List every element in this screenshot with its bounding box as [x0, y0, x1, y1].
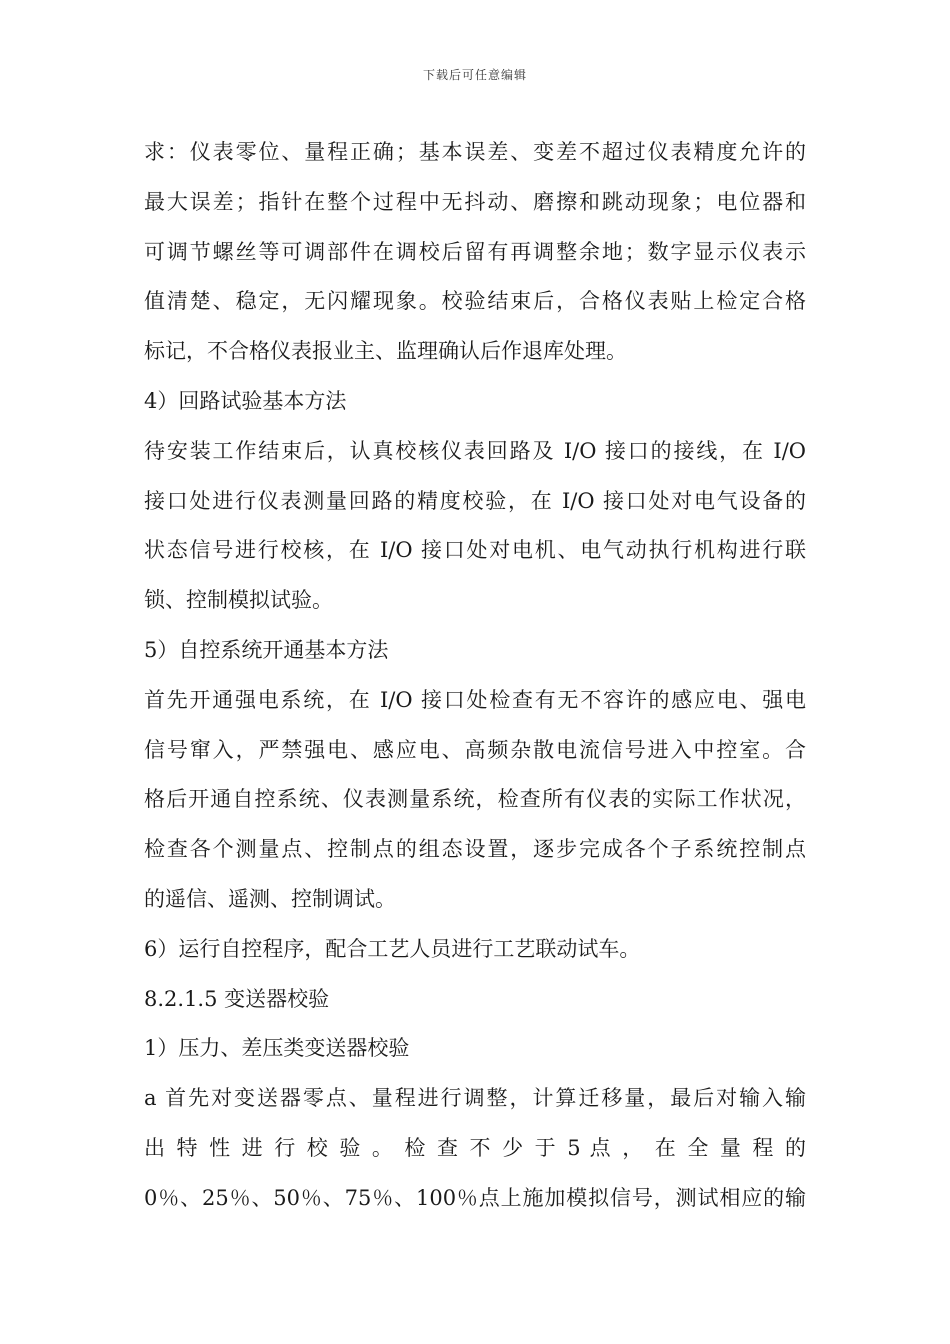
- page-header: 下载后可任意编辑: [422, 68, 527, 82]
- paragraph-line: 接口处进行仪表测量回路的精度校验，在 I/O 接口处对电气设备的: [144, 488, 806, 513]
- paragraph-line: 0％、25％、50％、75％、100％点上施加模拟信号，测试相应的输: [144, 1185, 806, 1210]
- paragraph-line: 最大误差；指针在整个过程中无抖动、磨擦和跳动现象；电位器和: [144, 189, 806, 214]
- paragraph-line: 可调节螺丝等可调部件在调校后留有再调整余地；数字显示仪表示: [144, 239, 806, 264]
- paragraph-line: 锁、控制模拟试验。: [144, 588, 333, 613]
- section-heading: 4）回路试验基本方法: [144, 388, 347, 413]
- paragraph-line: 检查各个测量点、控制点的组态设置，逐步完成各个子系统控制点: [144, 837, 806, 862]
- section-heading: 5）自控系统开通基本方法: [144, 637, 389, 662]
- paragraph-line: 状态信号进行校核，在 I/O 接口处对电机、电气动执行机构进行联: [144, 538, 806, 563]
- paragraph-line: 首先开通强电系统，在 I/O 接口处检查有无不容许的感应电、强电: [144, 687, 806, 712]
- document-body: [144, 128, 806, 1224]
- section-heading: 8.2.1.5 变送器校验: [144, 986, 330, 1011]
- paragraph-line: 的遥信、遥测、控制调试。: [144, 886, 396, 911]
- section-heading: 1）压力、差压类变送器校验: [144, 1036, 410, 1061]
- paragraph-line: 信号窜入，严禁强电、感应电、高频杂散电流信号进入中控室。合: [144, 737, 806, 762]
- paragraph-line: 出 特 性 进 行 校 验 。 检 查 不 少 于 5 点 ， 在 全 量 程 的: [144, 1135, 806, 1160]
- paragraph-line: 求：仪表零位、量程正确；基本误差、变差不超过仪表精度允许的: [144, 140, 806, 164]
- paragraph-line: 待安装工作结束后，认真校核仪表回路及 I/O 接口的接线，在 I/O: [144, 438, 806, 463]
- section-heading: 6）运行自控程序，配合工艺人员进行工艺联动试车。: [144, 936, 641, 961]
- paragraph-line: a 首先对变送器零点、量程进行调整，计算迁移量，最后对输入输: [144, 1086, 806, 1111]
- paragraph-line: 标记，不合格仪表报业主、监理确认后作退库处理。: [144, 339, 627, 364]
- paragraph-line: 格后开通自控系统、仪表测量系统，检查所有仪表的实际工作状况，: [144, 787, 806, 812]
- paragraph-line: 值清楚、稳定，无闪耀现象。校验结束后，合格仪表贴上检定合格: [144, 289, 806, 314]
